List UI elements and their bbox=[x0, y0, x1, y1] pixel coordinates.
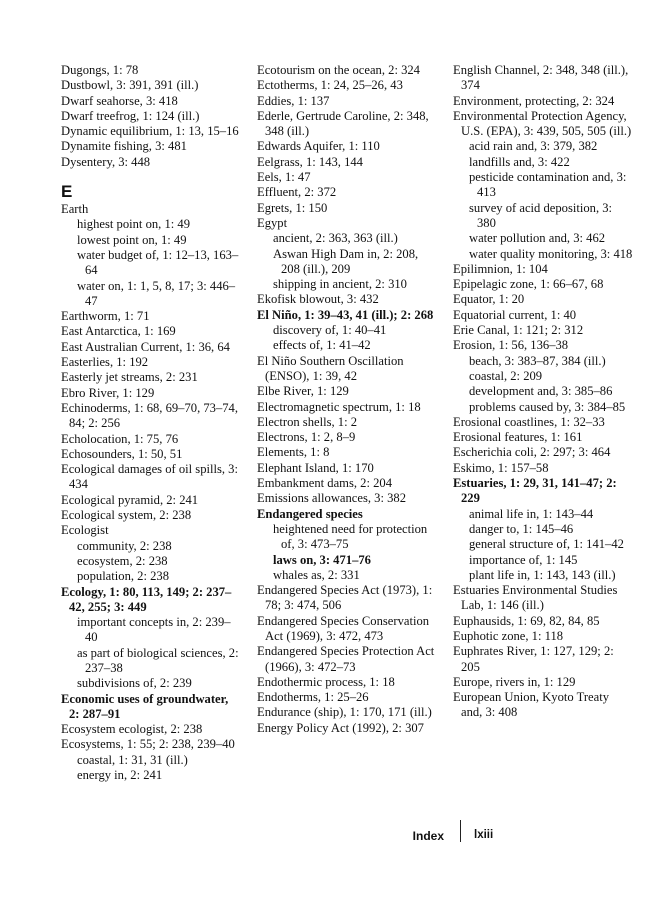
index-entry: Dwarf seahorse, 3: 418 bbox=[61, 93, 178, 108]
index-subentry: Aswan High Dam in, 2: 208, 208 (ill.), 209 bbox=[273, 246, 419, 276]
index-subentry: beach, 3: 383–87, 384 (ill.) bbox=[469, 353, 606, 368]
index-entry: Edwards Aquifer, 1: 110 bbox=[257, 139, 380, 154]
index-entry: Echosounders, 1: 50, 51 bbox=[61, 446, 183, 461]
index-entry: Euphausids, 1: 69, 82, 84, 85 bbox=[453, 613, 600, 628]
index-entry: Electron shells, 1: 2 bbox=[257, 414, 358, 429]
index-entry: Embankment dams, 2: 204 bbox=[257, 476, 393, 491]
index-subentry: shipping in ancient, 2: 310 bbox=[273, 277, 407, 292]
index-subentry: ecosystem, 2: 238 bbox=[77, 553, 168, 568]
index-entry: Environmental Protection Agency, U.S. (EPA), 3: 439, 505, 505 (ill.) bbox=[453, 108, 632, 139]
index-subentry: heightened need for protection of, 3: 473–75 bbox=[273, 521, 428, 552]
index-entry: Ederle, Gertrude Caroline, 2: 348, 348 (ill.) bbox=[257, 108, 429, 139]
index-entry: Epilimnion, 1: 104 bbox=[453, 261, 548, 276]
index-subentry: whales as, 2: 331 bbox=[273, 567, 360, 582]
index-subentry: coastal, 2: 209 bbox=[469, 368, 543, 383]
index-entry: Endotherms, 1: 25–26 bbox=[257, 690, 369, 705]
index-entry: Ecotourism on the ocean, 2: 324 bbox=[257, 63, 420, 77]
index-entry: Eels, 1: 47 bbox=[257, 170, 311, 185]
index-entry: Estuaries, 1: 29, 31, 141–47; 2: 229 bbox=[453, 476, 617, 506]
index-subentry: water budget of, 1: 12–13, 163–64 bbox=[77, 247, 239, 278]
index-entry: Ectotherms, 1: 24, 25–26, 43 bbox=[257, 78, 403, 93]
index-entry: Erosional coastlines, 1: 32–33 bbox=[453, 414, 605, 429]
index-entry: East Australian Current, 1: 36, 64 bbox=[61, 339, 230, 354]
index-entry: Eskimo, 1: 157–58 bbox=[453, 460, 549, 475]
index-entry: Equator, 1: 20 bbox=[453, 292, 525, 307]
index-column-3 bbox=[453, 63, 633, 721]
index-subentry: discovery of, 1: 40–41 bbox=[273, 323, 387, 338]
index-subentry: highest point on, 1: 49 bbox=[77, 217, 190, 232]
index-entry: Earth bbox=[61, 202, 89, 217]
index-entry: Echinoderms, 1: 68, 69–70, 73–74, 84; 2: 256 bbox=[61, 400, 238, 431]
index-subentry: as part of biological sciences, 2: 237–38 bbox=[77, 645, 239, 675]
index-entry: Elbe River, 1: 129 bbox=[257, 384, 349, 399]
index-subentry: problems caused by, 3: 384–85 bbox=[469, 399, 626, 414]
index-subentry: plant life in, 1: 143, 143 (ill.) bbox=[469, 567, 616, 582]
index-subentry: community, 2: 238 bbox=[77, 538, 172, 553]
index-entry: Ekofisk blowout, 3: 432 bbox=[257, 292, 379, 307]
index-entry: Endangered species bbox=[257, 506, 363, 521]
index-entry: Economic uses of groundwater, 2: 287–91 bbox=[61, 691, 229, 721]
index-entry: Ecosystem ecologist, 2: 238 bbox=[61, 722, 203, 737]
index-entry: Escherichia coli, 2: 297; 3: 464 bbox=[453, 445, 611, 460]
index-entry: Ecologist bbox=[61, 523, 109, 538]
index-entry: Dwarf treefrog, 1: 124 (ill.) bbox=[61, 108, 200, 123]
index-entry: Ecological pyramid, 2: 241 bbox=[61, 492, 199, 507]
index-subentry: lowest point on, 1: 49 bbox=[77, 232, 187, 247]
index-entry: Dynamite fishing, 3: 481 bbox=[61, 139, 187, 154]
index-column-1 bbox=[61, 63, 241, 783]
index-entry: Erosional features, 1: 161 bbox=[453, 430, 583, 445]
index-entry: El Niño, 1: 39–43, 41 (ill.); 2: 268 bbox=[257, 307, 434, 322]
index-entry: Environment, protecting, 2: 324 bbox=[453, 93, 615, 108]
page-number: lxiii bbox=[474, 829, 494, 841]
index-entry: Erosion, 1: 56, 136–38 bbox=[453, 338, 569, 353]
index-entry: Epipelagic zone, 1: 66–67, 68 bbox=[453, 277, 604, 292]
index-entry: European Union, Kyoto Treaty and, 3: 408 bbox=[453, 690, 610, 720]
index-entry: Ecosystems, 1: 55; 2: 238, 239–40 bbox=[61, 737, 235, 752]
index-subentry: acid rain and, 3: 379, 382 bbox=[469, 139, 598, 154]
index-subentry: important concepts in, 2: 239–40 bbox=[77, 615, 231, 645]
index-entry: Dustbowl, 3: 391, 391 (ill.) bbox=[61, 78, 199, 93]
index-entry: Euphotic zone, 1: 118 bbox=[453, 628, 564, 643]
index-entry: Equatorial current, 1: 40 bbox=[453, 307, 577, 322]
index-subentry: general structure of, 1: 141–42 bbox=[469, 537, 624, 552]
index-entry: Euphrates River, 1: 127, 129; 2: 205 bbox=[453, 644, 614, 674]
index-entry: Easterly jet streams, 2: 231 bbox=[61, 370, 198, 385]
index-entry: Ecological damages of oil spills, 3: 434 bbox=[61, 462, 238, 492]
index-entry: English Channel, 2: 348, 348 (ill.), 374 bbox=[453, 63, 629, 93]
index-entry: Erie Canal, 1: 121; 2: 312 bbox=[453, 323, 584, 338]
index-entry: Endangered Species Conservation Act (1969), 3: 472, 473 bbox=[257, 613, 430, 643]
index-entry: Egrets, 1: 150 bbox=[257, 200, 328, 215]
index-entry: Electromagnetic spectrum, 1: 18 bbox=[257, 399, 421, 414]
section-letter: E bbox=[61, 182, 73, 202]
index-entry: Elements, 1: 8 bbox=[257, 445, 330, 460]
index-subentry: development and, 3: 385–86 bbox=[469, 384, 613, 399]
index-subentry: survey of acid deposition, 3: 380 bbox=[469, 200, 613, 230]
index-subentry: water quality monitoring, 3: 418 bbox=[469, 246, 633, 261]
index-entry: Eddies, 1: 137 bbox=[257, 93, 330, 108]
index-subentry: pesticide contamination and, 3: 413 bbox=[469, 170, 627, 200]
footer-divider bbox=[460, 820, 461, 842]
index-entry: Echolocation, 1: 75, 76 bbox=[61, 431, 179, 446]
index-entry: Earthworm, 1: 71 bbox=[61, 309, 150, 324]
index-entry: Endangered Species Act (1973), 1: 78; 3: 474, 506 bbox=[257, 583, 433, 613]
index-subentry: coastal, 1: 31, 31 (ill.) bbox=[77, 752, 188, 767]
index-entry: Ecology, 1: 80, 113, 149; 2: 237–42, 255; 3: 449 bbox=[61, 584, 232, 614]
page-footer bbox=[0, 820, 672, 850]
index-subentry: ancient, 2: 363, 363 (ill.) bbox=[273, 231, 398, 246]
index-subentry: danger to, 1: 145–46 bbox=[469, 521, 574, 536]
index-subentry: laws on, 3: 471–76 bbox=[273, 552, 371, 567]
index-entry: Egypt bbox=[257, 215, 288, 230]
index-entry: Elephant Island, 1: 170 bbox=[257, 460, 374, 475]
index-entry: Endothermic process, 1: 18 bbox=[257, 674, 395, 689]
index-entry: Endurance (ship), 1: 170, 171 (ill.) bbox=[257, 705, 432, 720]
index-subentry: importance of, 1: 145 bbox=[469, 552, 578, 567]
index-subentry: energy in, 2: 241 bbox=[77, 768, 163, 783]
index-entry: El Niño Southern Oscillation (ENSO), 1: 39, 42 bbox=[257, 353, 404, 383]
index-subentry: water pollution and, 3: 462 bbox=[469, 231, 606, 246]
index-column-2 bbox=[257, 63, 437, 736]
index-entry: Energy Policy Act (1992), 2: 307 bbox=[257, 720, 424, 735]
footer-section-label: Index bbox=[412, 829, 444, 843]
index-subentry: population, 2: 238 bbox=[77, 569, 169, 584]
index-subentry: water on, 1: 1, 5, 8, 17; 3: 446–47 bbox=[77, 278, 236, 308]
index-entry: Emissions allowances, 3: 382 bbox=[257, 491, 407, 506]
index-subentry: animal life in, 1: 143–44 bbox=[469, 506, 594, 521]
index-entry: Estuaries Environmental Studies Lab, 1: 146 (ill.) bbox=[453, 583, 618, 613]
index-entry: Endangered Species Protection Act (1966), 3: 472–73 bbox=[257, 644, 435, 674]
index-entry: Ebro River, 1: 129 bbox=[61, 385, 155, 400]
index-entry: Dugongs, 1: 78 bbox=[61, 63, 139, 77]
index-entry: Effluent, 2: 372 bbox=[257, 185, 337, 200]
index-entry: Eelgrass, 1: 143, 144 bbox=[257, 154, 363, 169]
index-entry: Dynamic equilibrium, 1: 13, 15–16 bbox=[61, 124, 239, 139]
index-entry: Ecological system, 2: 238 bbox=[61, 508, 192, 523]
index-subentry: subdivisions of, 2: 239 bbox=[77, 676, 192, 691]
index-subentry: effects of, 1: 41–42 bbox=[273, 338, 371, 353]
index-entry: Electrons, 1: 2, 8–9 bbox=[257, 430, 356, 445]
index-entry: Europe, rivers in, 1: 129 bbox=[453, 674, 576, 689]
index-entry: Dysentery, 3: 448 bbox=[61, 154, 151, 169]
index-subentry: landfills and, 3: 422 bbox=[469, 154, 570, 169]
index-entry: Easterlies, 1: 192 bbox=[61, 355, 149, 370]
index-entry: East Antarctica, 1: 169 bbox=[61, 324, 176, 339]
